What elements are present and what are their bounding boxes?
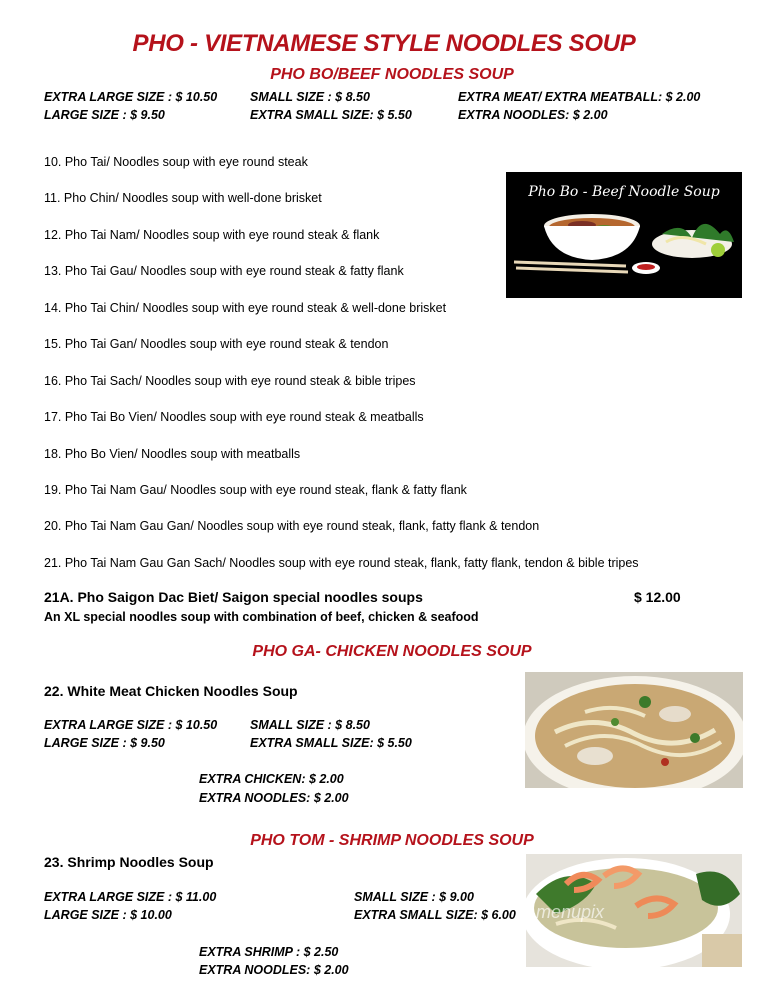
chicken-section-heading: PHO GA- CHICKEN NOODLES SOUP: [252, 643, 532, 660]
beef-extra-noodles: EXTRA NOODLES: $ 2.00: [458, 108, 608, 122]
menu-item: 11. Pho Chin/ Noodles soup with well-done brisket: [44, 191, 322, 205]
menu-title: PHO - VIETNAMESE STYLE NOODLES SOUP: [132, 30, 636, 57]
chicken-price-large: LARGE SIZE : $ 9.50: [44, 736, 165, 750]
beef-photo-caption: Pho Bo - Beef Noodle Soup: [528, 184, 720, 200]
shrimp-price-xl: EXTRA LARGE SIZE : $ 11.00: [44, 890, 217, 904]
menu-item: 21. Pho Tai Nam Gau Gan Sach/ Noodles soup with eye round steak, flank, fatty flank, tendon & bible tripes: [44, 556, 639, 570]
special-item-name: 21A. Pho Saigon Dac Biet/ Saigon special noodles soups: [44, 589, 423, 605]
menu-item: 16. Pho Tai Sach/ Noodles soup with eye round steak & bible tripes: [44, 374, 416, 388]
shrimp-price-small: SMALL SIZE : $ 9.00: [354, 890, 474, 904]
chicken-price-xs: EXTRA SMALL SIZE: $ 5.50: [250, 736, 412, 750]
menu-item: 17. Pho Tai Bo Vien/ Noodles soup with eye round steak & meatballs: [44, 410, 424, 424]
menu-item: 19. Pho Tai Nam Gau/ Noodles soup with eye round steak, flank & fatty flank: [44, 483, 467, 497]
chicken-pho-photo: [525, 672, 743, 788]
shrimp-extra-meat: EXTRA SHRIMP : $ 2.50: [199, 945, 339, 959]
chicken-bowl-illustration: [525, 672, 743, 788]
chicken-item-name: 22. White Meat Chicken Noodles Soup: [44, 683, 298, 699]
beef-price-large: LARGE SIZE : $ 9.50: [44, 108, 165, 122]
beef-price-small: SMALL SIZE : $ 8.50: [250, 90, 370, 104]
shrimp-section-heading: PHO TOM - SHRIMP NOODLES SOUP: [250, 832, 534, 849]
chicken-extra-meat: EXTRA CHICKEN: $ 2.00: [199, 772, 344, 786]
menu-item: 15. Pho Tai Gan/ Noodles soup with eye round steak & tendon: [44, 337, 389, 351]
shrimp-pho-photo: [526, 854, 742, 967]
menu-item: 18. Pho Bo Vien/ Noodles soup with meatballs: [44, 447, 301, 461]
beef-price-xl: EXTRA LARGE SIZE : $ 10.50: [44, 90, 218, 104]
menu-item: 13. Pho Tai Gau/ Noodles soup with eye round steak & fatty flank: [44, 264, 404, 278]
menu-item: 10. Pho Tai/ Noodles soup with eye round steak: [44, 155, 308, 169]
chicken-price-small: SMALL SIZE : $ 8.50: [250, 718, 370, 732]
beef-price-xs: EXTRA SMALL SIZE: $ 5.50: [250, 108, 412, 122]
beef-pho-photo: [506, 172, 742, 298]
menu-item: 12. Pho Tai Nam/ Noodles soup with eye round steak & flank: [44, 228, 380, 242]
chicken-extra-noodles: EXTRA NOODLES: $ 2.00: [199, 791, 349, 805]
beef-section-heading: PHO BO/BEEF NOODLES SOUP: [270, 66, 514, 83]
watermark: menupix: [536, 902, 605, 922]
shrimp-price-large: LARGE SIZE : $ 10.00: [44, 908, 172, 922]
beef-bowl-illustration: [506, 172, 742, 298]
shrimp-price-xs: EXTRA SMALL SIZE: $ 6.00: [354, 908, 516, 922]
beef-extra-meat: EXTRA MEAT/ EXTRA MEATBALL: $ 2.00: [458, 90, 701, 104]
shrimp-item-name: 23. Shrimp Noodles Soup: [44, 854, 214, 870]
shrimp-extra-noodles: EXTRA NOODLES: $ 2.00: [199, 963, 349, 977]
special-item-price: $ 12.00: [634, 589, 681, 605]
chicken-price-xl: EXTRA LARGE SIZE : $ 10.50: [44, 718, 218, 732]
menu-item: 20. Pho Tai Nam Gau Gan/ Noodles soup with eye round steak, flank, fatty flank & tendon: [44, 519, 540, 533]
menu-item: 14. Pho Tai Chin/ Noodles soup with eye round steak & well-done brisket: [44, 301, 447, 315]
special-item-description: An XL special noodles soup with combination of beef, chicken & seafood: [44, 610, 479, 624]
